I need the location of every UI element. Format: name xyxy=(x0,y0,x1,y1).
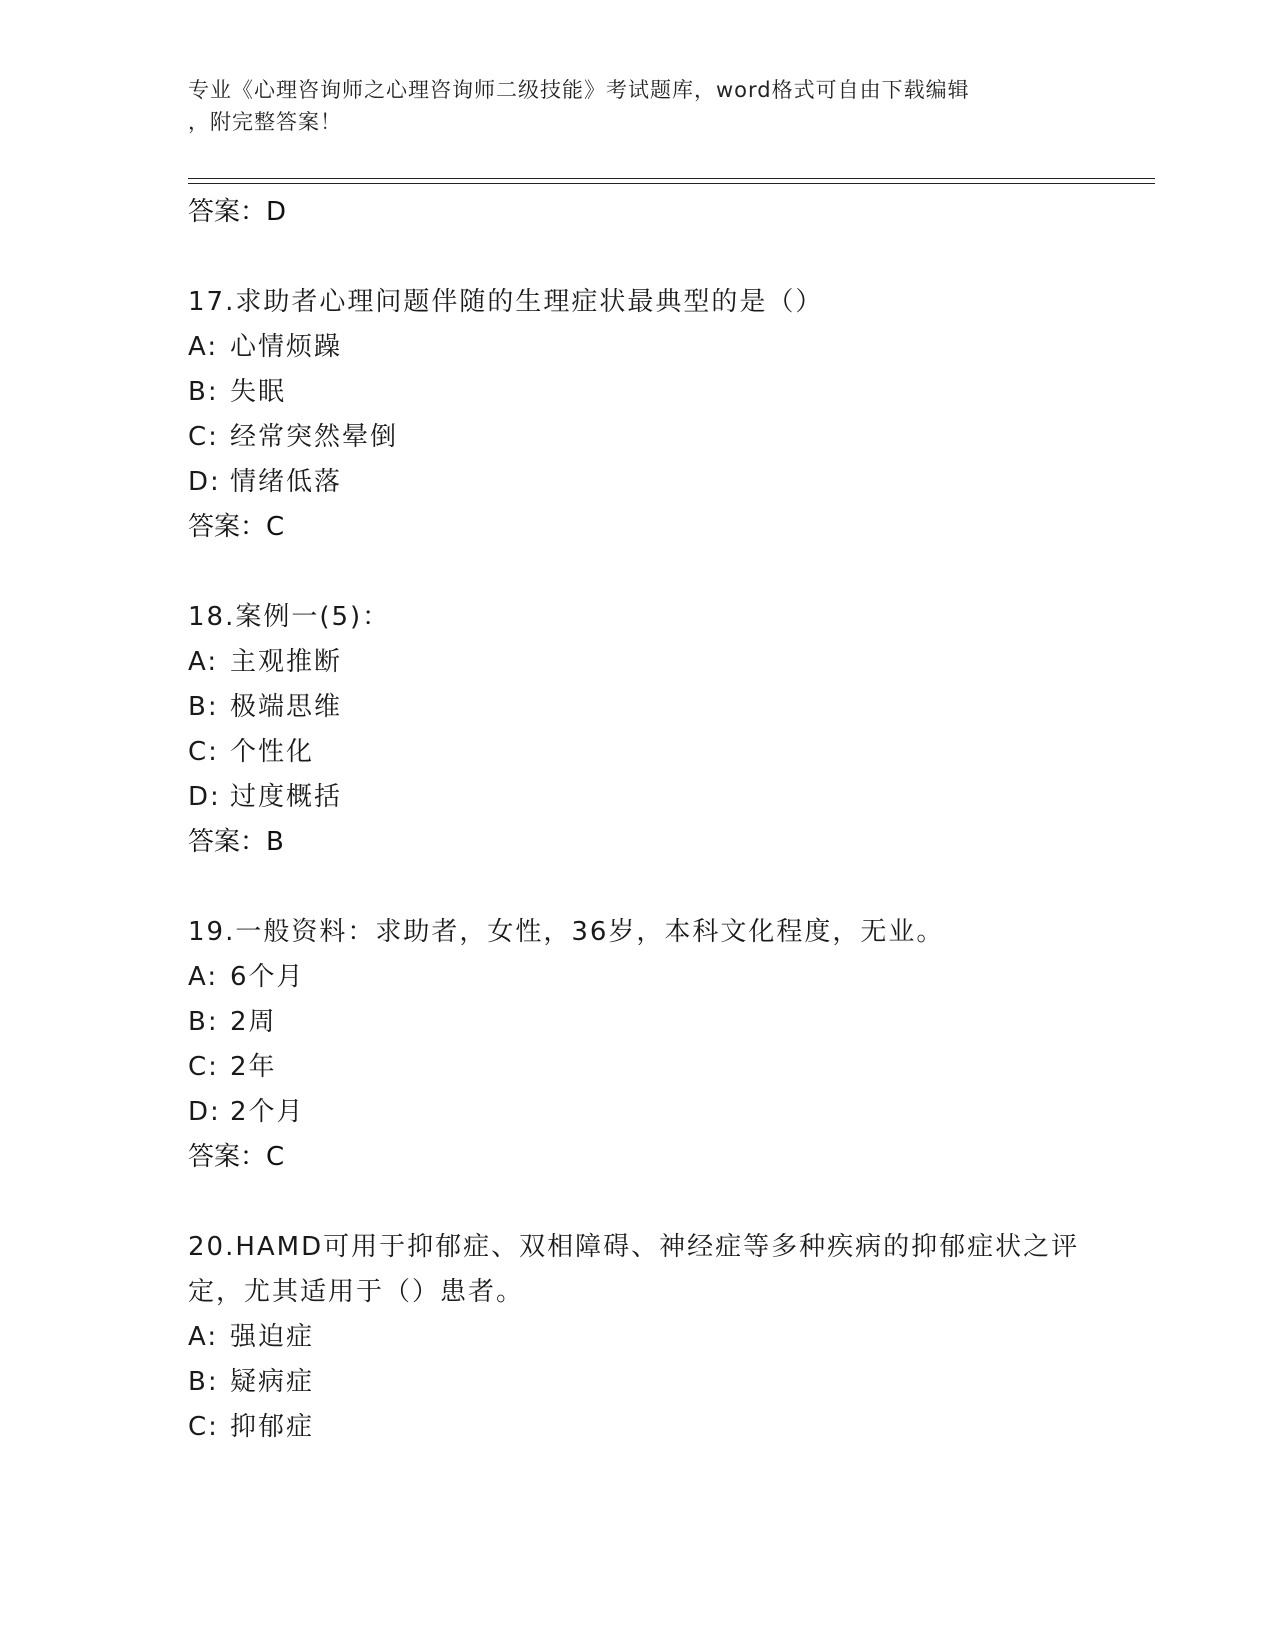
document-header-note xyxy=(188,74,1088,138)
option-c xyxy=(188,1045,1138,1090)
option-b xyxy=(188,1000,1138,1045)
option-key: B: xyxy=(188,692,219,722)
option-text: 2年 xyxy=(230,1052,277,1082)
option-key: D: xyxy=(188,467,221,497)
question-text: 18.案例一(5)： xyxy=(188,602,391,632)
option-text: 主观推断 xyxy=(230,647,343,677)
option-key: A: xyxy=(188,962,219,992)
option-b xyxy=(188,685,1138,730)
option-text: 抑郁症 xyxy=(230,1412,315,1442)
option-text: 过度概括 xyxy=(230,782,343,812)
question-19 xyxy=(188,910,1138,1179)
question-text-line-1: 20.HAMD可用于抑郁症、双相障碍、神经症等多种疾病的抑郁症状之评 xyxy=(188,1232,1080,1262)
question-text: 17.求助者心理问题伴随的生理症状最典型的是（） xyxy=(188,287,824,317)
option-c xyxy=(188,415,1138,460)
option-b xyxy=(188,370,1138,415)
question-text: 19.一般资料：求助者，女性，36岁，本科文化程度，无业。 xyxy=(188,917,945,947)
option-d xyxy=(188,775,1138,820)
option-key: C: xyxy=(188,422,219,452)
option-key: C: xyxy=(188,1052,219,1082)
option-key: B: xyxy=(188,1367,219,1397)
answer-18: 答案：B xyxy=(188,827,284,857)
header-divider-top xyxy=(188,178,1155,179)
answer-19: 答案：C xyxy=(188,1142,285,1172)
option-text: 2周 xyxy=(230,1007,277,1037)
option-key: A: xyxy=(188,1322,219,1352)
option-text: 疑病症 xyxy=(230,1367,315,1397)
question-18 xyxy=(188,595,1138,864)
option-text: 极端思维 xyxy=(230,692,343,722)
answer-17: 答案：C xyxy=(188,512,285,542)
option-c xyxy=(188,1405,1138,1450)
option-text: 心情烦躁 xyxy=(230,332,343,362)
option-d xyxy=(188,1090,1138,1135)
header-divider-bottom xyxy=(188,183,1155,184)
option-key: D: xyxy=(188,782,221,812)
option-key: A: xyxy=(188,332,219,362)
option-d xyxy=(188,460,1138,505)
header-line-2: ，附完整答案！ xyxy=(188,110,342,134)
option-text: 失眠 xyxy=(230,377,287,407)
header-line-1: 专业《心理咨询师之心理咨询师二级技能》考试题库，word格式可自由下载编辑 xyxy=(188,78,970,102)
option-key: B: xyxy=(188,377,219,407)
option-text: 2个月 xyxy=(230,1097,305,1127)
option-key: C: xyxy=(188,1412,219,1442)
option-a xyxy=(188,1315,1138,1360)
option-b xyxy=(188,1360,1138,1405)
option-key: D: xyxy=(188,1097,221,1127)
option-a xyxy=(188,325,1138,370)
question-17 xyxy=(188,280,1138,549)
option-text: 个性化 xyxy=(230,737,315,767)
option-a xyxy=(188,640,1138,685)
option-text: 经常突然晕倒 xyxy=(230,422,399,452)
option-a xyxy=(188,955,1138,1000)
option-text: 强迫症 xyxy=(230,1322,315,1352)
question-text-line-2: 定，尤其适用于（）患者。 xyxy=(188,1277,525,1307)
option-key: C: xyxy=(188,737,219,767)
option-text: 情绪低落 xyxy=(230,467,343,497)
option-key: B: xyxy=(188,1007,219,1037)
option-text: 6个月 xyxy=(230,962,305,992)
answer-previous: 答案：D xyxy=(188,197,287,227)
option-key: A: xyxy=(188,647,219,677)
question-20 xyxy=(188,1225,1138,1450)
option-c xyxy=(188,730,1138,775)
question-list xyxy=(188,190,1138,1450)
